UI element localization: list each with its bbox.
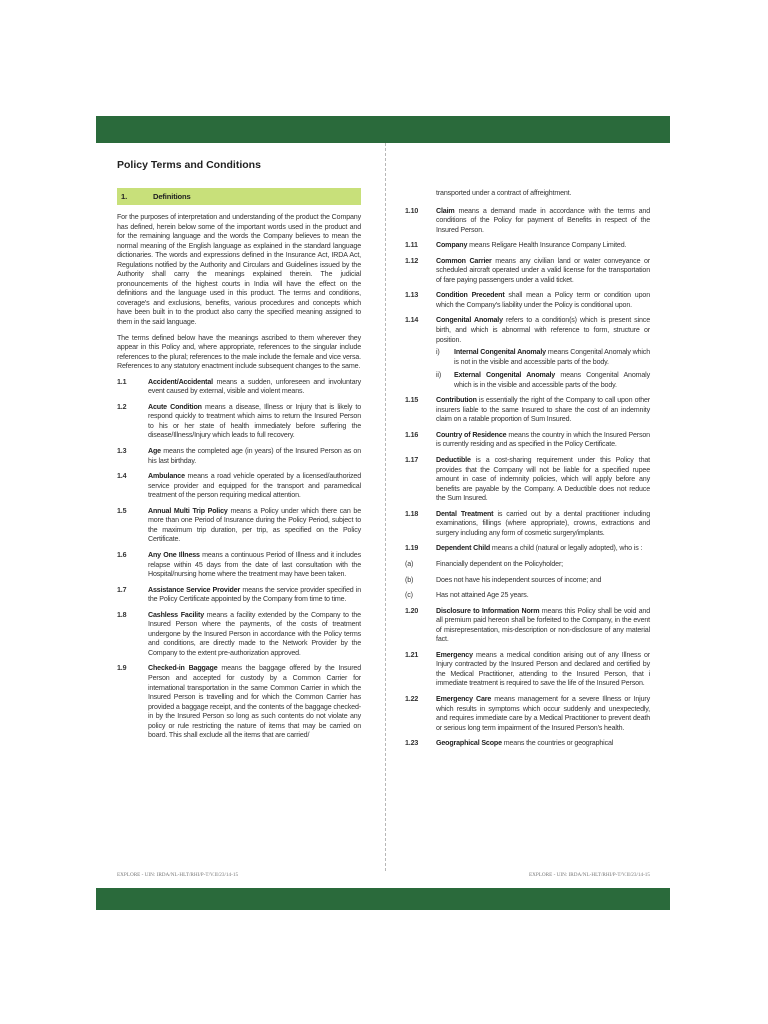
- definition-term: Common Carrier: [436, 256, 492, 265]
- definition-item: [405, 560, 650, 570]
- definition-number: 1.7: [117, 585, 127, 594]
- definition-number: ii): [436, 371, 442, 380]
- definition-term: Congenital Anomaly: [436, 316, 503, 325]
- definition-body: means a continuous Period of Illness and it includes relapse within 45 days from the date of last consultation with the Hospital/nursing home where the treatment may have been taken.: [148, 550, 361, 579]
- definition-number: 1.2: [117, 402, 127, 411]
- definition-item: [436, 348, 650, 367]
- definition-number: 1.8: [117, 610, 127, 619]
- intro-paragraph-1: For the purposes of interpretation and understanding of the product the Company has defined, herein below some of the important words used in the product and for the remaining language and the words the Company believes to mean the normal meaning of the English language as explained in the standard language dictionaries. The words and expressions defined in the Insurance Act, IRDA Act, Regulations notified by the Authority and Circulars and Guidelines issued by the Authority shall carry the meanings explained therein. The judicial pronouncements of the highest courts in India will have the effect on the definitions and the language used in this product. The terms and conditions, coverage's and exclusions, benefits, various procedures and concepts which have been built in to the product also carry the specified meaning assigned to them in the said language.: [117, 213, 361, 327]
- definition-term: Disclosure to Information Norm: [436, 606, 540, 615]
- definition-item: [117, 507, 361, 545]
- definition-number: 1.12: [405, 256, 419, 265]
- definition-body: means a sudden, unforeseen and involuntary event caused by external, visible and violent means.: [148, 377, 361, 396]
- definition-number: 1.11: [405, 241, 418, 250]
- definition-number: 1.18: [405, 509, 419, 518]
- definition-item: [405, 576, 650, 586]
- definition-text: [436, 207, 650, 236]
- definition-item: [117, 472, 361, 501]
- definition-body: Has not attained Age 25 years.: [436, 591, 529, 600]
- definition-term: Geographical Scope: [436, 739, 502, 748]
- definition-number: (c): [405, 591, 413, 600]
- left-column: [117, 159, 361, 747]
- definition-term: Internal Congenital Anomaly: [454, 348, 546, 357]
- definition-number: 1.3: [117, 447, 127, 456]
- definition-text: [436, 739, 650, 749]
- definition-text: [436, 576, 650, 586]
- definition-text: [148, 611, 361, 659]
- definition-item: [405, 257, 650, 286]
- definition-term: Assistance Service Provider: [148, 585, 241, 594]
- definition-body: means a road vehicle operated by a licensed/authorized service provider and equipped for the transport and paramedical treatment of the person requiring medical attention.: [148, 472, 361, 500]
- definition-body: means a disease, Illness or Injury that is likely to respond quickly to treatment which aims to return the Insured Person to his or her state of health immediately before suffering the disease/Illness/Injury which leads to full recovery.: [148, 402, 361, 440]
- definition-item: [405, 396, 650, 425]
- definition-body: means Religare Health Insurance Company Limited.: [467, 241, 627, 250]
- definition-body: means the countries or geographical: [501, 739, 614, 748]
- definition-number: 1.20: [405, 606, 419, 615]
- section-number: 1.: [121, 191, 128, 201]
- page-title: Policy Terms and Conditions: [117, 159, 261, 171]
- definition-text: [454, 348, 650, 367]
- definition-term: Age: [148, 447, 161, 456]
- definition-body: Does not have his independent sources of income; and: [436, 575, 602, 584]
- definition-item: [405, 291, 650, 310]
- footer-uin-left: EXPLORE - UIN: IRDA/NL-HLT/RHI/P-T/V.II/23/14-15: [117, 872, 239, 878]
- definition-item: [405, 651, 650, 689]
- definition-item: [405, 456, 650, 504]
- definition-text: [436, 651, 650, 689]
- congenital-sub-list: [436, 348, 650, 390]
- definition-item: [117, 611, 361, 659]
- definition-body: means the completed age (in years) of the Insured Person as on his last birthday.: [148, 447, 361, 465]
- definition-number: (b): [405, 575, 414, 584]
- definition-body: means a demand made in accordance with the terms and conditions of the Policy for payment of Benefits in respect of the Insured Person.: [436, 206, 650, 234]
- definition-item: [405, 695, 650, 733]
- definition-item: [117, 664, 361, 740]
- definition-text: [436, 695, 650, 733]
- definition-number: 1.15: [405, 396, 419, 405]
- definition-text: [436, 291, 650, 310]
- definition-text: [436, 396, 650, 425]
- definition-body: means the country in which the Insured Person is currently residing and as specified in the Policy Certificate.: [436, 430, 650, 449]
- definition-item: [405, 510, 650, 539]
- definition-term: Ambulance: [148, 472, 185, 481]
- definition-item: [117, 447, 361, 466]
- definition-text: [436, 431, 650, 450]
- definition-number: 1.19: [405, 544, 419, 553]
- section-heading-bar: [117, 188, 361, 205]
- definition-text: [436, 544, 650, 554]
- definition-text: [436, 607, 650, 645]
- definition-text: [148, 447, 361, 466]
- intro-paragraph-2: The terms defined below have the meanings ascribed to them wherever they appear in this Policy and, where appropriate, references to the singular include references to the plural; references to the male include the female and vice versa. References to any statutory enactment include subsequent changes to the same.: [117, 333, 361, 371]
- definition-item: [405, 591, 650, 601]
- left-definitions-list: [117, 378, 361, 741]
- definition-item: [405, 316, 650, 345]
- definition-item: [405, 241, 650, 251]
- definition-term: Dental Treatment: [436, 509, 494, 518]
- definition-text: [436, 560, 650, 570]
- definition-text: [148, 551, 361, 580]
- continuation-text: transported under a contract of affreightment.: [436, 189, 572, 197]
- definition-text: [436, 510, 650, 539]
- definition-term: Emergency: [436, 650, 473, 659]
- definition-body: means Congenital Anomaly which is not in the visible and accessible parts of the body.: [454, 348, 650, 366]
- definition-text: [148, 378, 361, 397]
- definition-text: [148, 586, 361, 605]
- definition-term: Checked-in Baggage: [148, 664, 218, 673]
- definition-item: [117, 586, 361, 605]
- definition-term: Deductible: [436, 456, 471, 465]
- column-divider: [385, 143, 386, 871]
- definition-number: 1.23: [405, 739, 419, 748]
- definition-number: i): [436, 348, 440, 357]
- definition-number: 1.22: [405, 694, 419, 703]
- definition-body: means a child (natural or legally adopted), who is :: [490, 544, 643, 553]
- right-definitions-list-c: [405, 607, 650, 749]
- definition-body: is carried out by a dental practitioner including examinations, fillings (where appropriate), crowns, extractions and surgery including any form of cosmetic surgery/implants.: [436, 509, 651, 537]
- definition-number: 1.5: [117, 506, 127, 515]
- definition-body: Financially dependent on the Policyholder;: [436, 559, 563, 568]
- definition-text: [436, 316, 650, 345]
- footer-uin-right: EXPLORE - UIN: IRDA/NL-HLT/RHI/P-T/V.II/23/14-15: [528, 872, 650, 878]
- definition-term: Country of Residence: [436, 430, 507, 439]
- definition-body: means this Policy shall be void and all premium paid hereon shall be forfeited to the Company, in the event of misrepresentation, mis-description or non-disclosure of any material fact.: [436, 606, 650, 644]
- definition-text: [148, 403, 361, 441]
- definition-number: 1.10: [405, 206, 419, 215]
- definition-item: [405, 607, 650, 645]
- definition-item: [117, 403, 361, 441]
- definition-number: 1.6: [117, 550, 127, 559]
- definition-item: [405, 544, 650, 554]
- definition-number: 1.21: [405, 650, 419, 659]
- definition-body: means Congenital Anomaly which is in the visible and accessible parts of the body.: [454, 371, 650, 389]
- definition-term: Claim: [436, 206, 455, 215]
- definition-text: [436, 591, 650, 601]
- definition-item: [117, 551, 361, 580]
- definition-term: Any One Illness: [148, 550, 200, 559]
- definition-number: 1.14: [405, 316, 419, 325]
- definition-text: [436, 456, 650, 504]
- definition-term: Condition Precedent: [436, 291, 505, 300]
- right-definitions-list-b: [405, 396, 650, 554]
- definition-body: shall mean a Policy term or condition upon which the Company's liability under the Policy is conditional upon.: [436, 291, 650, 309]
- definition-item: [436, 371, 650, 390]
- definition-term: Company: [436, 241, 468, 250]
- definition-number: 1.16: [405, 430, 419, 439]
- definition-item: [405, 207, 650, 236]
- definition-text: [436, 257, 650, 286]
- definition-item: [405, 431, 650, 450]
- definition-term: Contribution: [436, 396, 477, 405]
- definition-body: is a cost-sharing requirement under this Policy that provides that the Company will not be liable for a specified rupee amount in case of indemnity policies, which will apply before any benefits are payable by the Company. A Deductible does not reduce the Sum Insured.: [436, 456, 650, 503]
- definition-body: is essentially the right of the Company to call upon other insurers liable to the same Insured to share the cost of an indemnity claim on a ratable proportion of Sum Insured.: [436, 396, 650, 424]
- definition-number: 1.17: [405, 456, 419, 465]
- definition-term: Emergency Care: [436, 694, 492, 703]
- definition-number: 1.4: [117, 472, 127, 481]
- dependent-child-sub-list: [405, 560, 650, 601]
- definition-body: means a facility extended by the Company to the Insured Person where the payments, of the costs of treatment undergone by the Insured Person in accordance with the Policy terms and conditions, are directly made to the Network Provider by the Company to the extent pre-authorization approved.: [148, 610, 361, 657]
- definition-text: [436, 241, 650, 251]
- definition-text: [454, 371, 650, 390]
- top-green-band: [96, 116, 670, 143]
- definition-body: means a Policy under which there can be more than one Period of Insurance during the Policy Period, subject to the maximum trip duration, per trip, as specified on the Policy Certificate.: [148, 506, 361, 544]
- definition-body: means any civilian land or water conveyance or scheduled aircraft operated under a valid license for the transportation of fare paying passengers under a valid ticket.: [436, 256, 650, 284]
- definition-body: means the baggage offered by the Insured Person and accepted for custody by a Common Carrier for international transportation in the same Common Carrier in which the Insured Person is travelling and for which the Common Carrier has provided a baggage receipt, and the contents of the baggage checked-in by the Insured Person so long as such contents do not violate any policy or rule restricting the nature of items that may be carried on board. This shall exclude all the items that are carried/: [148, 664, 361, 740]
- definition-term: Annual Multi Trip Policy: [148, 506, 228, 515]
- definition-number: (a): [405, 559, 414, 568]
- definition-item: [117, 378, 361, 397]
- definition-term: Cashless Facility: [148, 610, 204, 619]
- definition-number: 1.13: [405, 291, 419, 300]
- definition-body: refers to a condition(s) which is present since birth, and which is abnormal with reference to form, structure or position.: [436, 316, 650, 344]
- definition-item: [405, 739, 650, 749]
- definition-body: means a medical condition arising out of any Illness or Injury contracted by the Insured Person and declared and certified by the Medical Practitioner, attending to the Insured Person, that i immediate treatment is required to save the life of the Insured Person.: [436, 650, 650, 688]
- definition-term: External Congenital Anomaly: [454, 371, 556, 380]
- right-column: [405, 189, 650, 755]
- definition-body: means management for a severe Illness or Injury which results in symptoms which occur suddenly and unexpectedly, and requires immediate care by a Medical Practitioner to prevent death or serious long term impairment of the Insured Person's health.: [436, 694, 650, 732]
- section-label: Definitions: [153, 191, 191, 201]
- right-definitions-list-a: [405, 207, 650, 346]
- definition-term: Accident/Accidental: [148, 377, 213, 386]
- bottom-green-band: [96, 888, 670, 910]
- definition-term: Acute Condition: [148, 402, 202, 411]
- definition-number: 1.9: [117, 664, 127, 673]
- definition-text: [148, 507, 361, 545]
- definition-term: Dependent Child: [436, 544, 491, 553]
- definition-body: means the service provider specified in the Policy Certificate appointed by the Company from time to time.: [148, 585, 361, 604]
- definition-text: [148, 472, 361, 501]
- definition-text: [148, 664, 361, 740]
- definition-number: 1.1: [117, 377, 127, 386]
